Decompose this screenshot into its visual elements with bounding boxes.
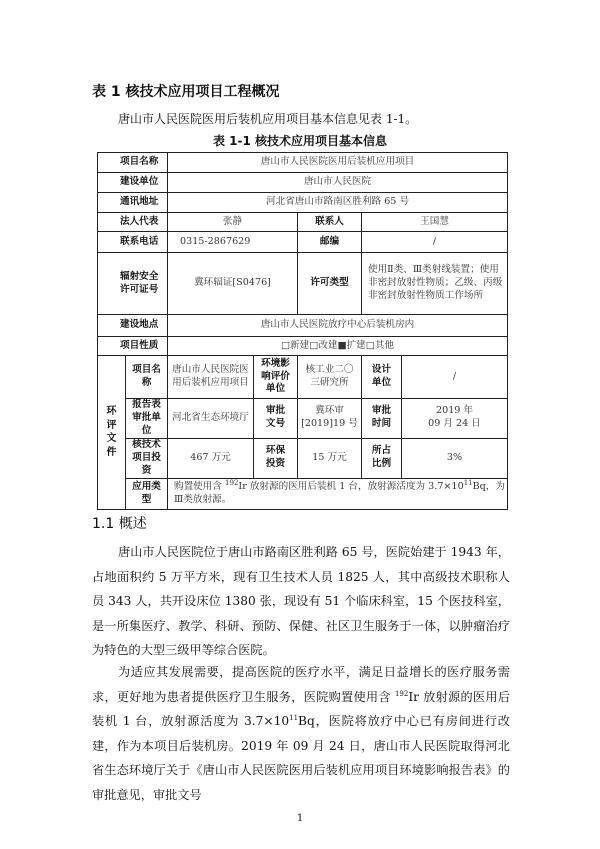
address-label: 通讯地址 (98, 193, 168, 213)
project-info-table (97, 152, 508, 510)
site-label: 建设地点 (98, 315, 168, 337)
subsection-title: 1.1 概述 (92, 516, 147, 532)
post-value: / (362, 232, 508, 253)
app-type-value: 购置使用含 $^{192}$Ir 放射源的医用后装机 1 台，放射源活度为 $3.7\times 10^{11}Bq$，为Ⅲ类放射源。 (168, 478, 508, 509)
project-name-label: 项目名称 (98, 153, 168, 173)
eia-unit-label: 环境影 响评价 单位 (254, 356, 298, 399)
table-row (98, 173, 508, 193)
post-label: 邮编 (298, 232, 362, 253)
section-title: 表 1 核技术应用项目工程概况 (92, 84, 280, 100)
table-row (98, 193, 508, 213)
approve-unit-value: 河北省生态环境厅 (168, 399, 254, 439)
license-type-value: 使用Ⅱ类、Ⅲ类射线装置；使用非密封放射性物质；乙级、丙级非密封放射性物质工作场所 (362, 253, 508, 315)
table-row (98, 315, 508, 337)
table-row (98, 153, 508, 173)
table-row (98, 399, 508, 439)
contact-value: 王国慧 (362, 213, 508, 232)
legal-value: 张静 (168, 213, 298, 232)
overview-paragraph-2: 为适应其发展需要，提高医院的医疗水平，满足日益增长的医疗服务需求，更好地为患者提供医疗卫生服务，医院购置使用含 $^{192}$Ir 放射源的医用后装机 1 台，放射源活度为 $3.7\times 10^{11}Bq$，医院将放疗中心已有房间进行改建，作为本项目后装机房。2019 年 09 月 24 日，唐山市人民医院取得河北省生态环境厅关于《唐山市人民医院医用后装机应用项目环境影响报告表》的审批意见，审批文号 (92, 665, 511, 802)
nature-value: □新建□改建■扩建□其他 (168, 337, 508, 356)
license-value: 冀环辐证[S0476] (168, 253, 298, 315)
contact-label: 联系人 (298, 213, 362, 232)
app-type-label: 应用类型 (126, 478, 168, 509)
env-invest-value: 15 万元 (298, 438, 362, 478)
site-value: 唐山市人民医院放疗中心后装机房内 (168, 315, 508, 337)
unit-label: 建设单位 (98, 173, 168, 193)
unit-value: 唐山市人民医院 (168, 173, 508, 193)
table-row (98, 356, 508, 399)
table-row (98, 213, 508, 232)
eia-name-label: 项目名称 (126, 356, 168, 399)
address-value: 河北省唐山市路南区胜利路 65 号 (168, 193, 508, 213)
phone-label: 联系电话 (98, 232, 168, 253)
table-row (98, 253, 508, 315)
table-row (98, 438, 508, 478)
license-label: 辐射安全 许可证号 (98, 253, 168, 315)
invest-label: 核技术 项目投资 (126, 438, 168, 478)
eia-name-value: 唐山市人民医院医用后装机应用项目 (168, 356, 254, 399)
intro-text: 唐山市人民医院医用后装机应用项目基本信息见表 1-1。 (118, 112, 418, 126)
approve-time-label: 审批 时间 (362, 399, 402, 439)
phone-value: 0315-2867629 (168, 232, 298, 253)
ratio-value: 3% (402, 438, 508, 478)
table-caption: 表 1-1 核技术应用项目基本信息 (212, 134, 388, 148)
eia-unit-value: 核工业二〇 三研究所 (298, 356, 362, 399)
approve-no-value: 冀环审 [2019]19 号 (298, 399, 362, 439)
project-name-value: 唐山市人民医院医用后装机应用项目 (168, 153, 508, 173)
table-row (98, 337, 508, 356)
table-row (98, 232, 508, 253)
page-number: 1 (296, 813, 304, 824)
approve-no-label: 审批 文号 (254, 399, 298, 439)
design-label: 设计 单位 (362, 356, 402, 399)
approve-unit-label: 报告表 审批单位 (126, 399, 168, 439)
legal-label: 法人代表 (98, 213, 168, 232)
nature-label: 项目性质 (98, 337, 168, 356)
approve-time-value: 2019 年 09 月 24 日 (402, 399, 508, 439)
env-invest-label: 环保 投资 (254, 438, 298, 478)
overview-paragraph-1: 唐山市人民医院位于唐山市路南区胜利路 65 号，医院始建于 1943 年，占地面积约 5 万平方米，现有卫生技术人员 1825 人，其中高级技术职称人员 343 人，共开设床位 1380 张，现设有 51 个临床科室，15 个医技科室，是一所集医疗、教学、科研、预防、保健、社区卫生服务于一体，以肿瘤治疗为特色的大型三级甲等综合医院。 (92, 545, 510, 657)
invest-value: 467 万元 (168, 438, 254, 478)
table-row (98, 478, 508, 509)
design-value: / (402, 356, 508, 399)
license-type-label: 许可类型 (298, 253, 362, 315)
eia-docs-label: 环 评 文 件 (98, 356, 126, 510)
ratio-label: 所占 比例 (362, 438, 402, 478)
